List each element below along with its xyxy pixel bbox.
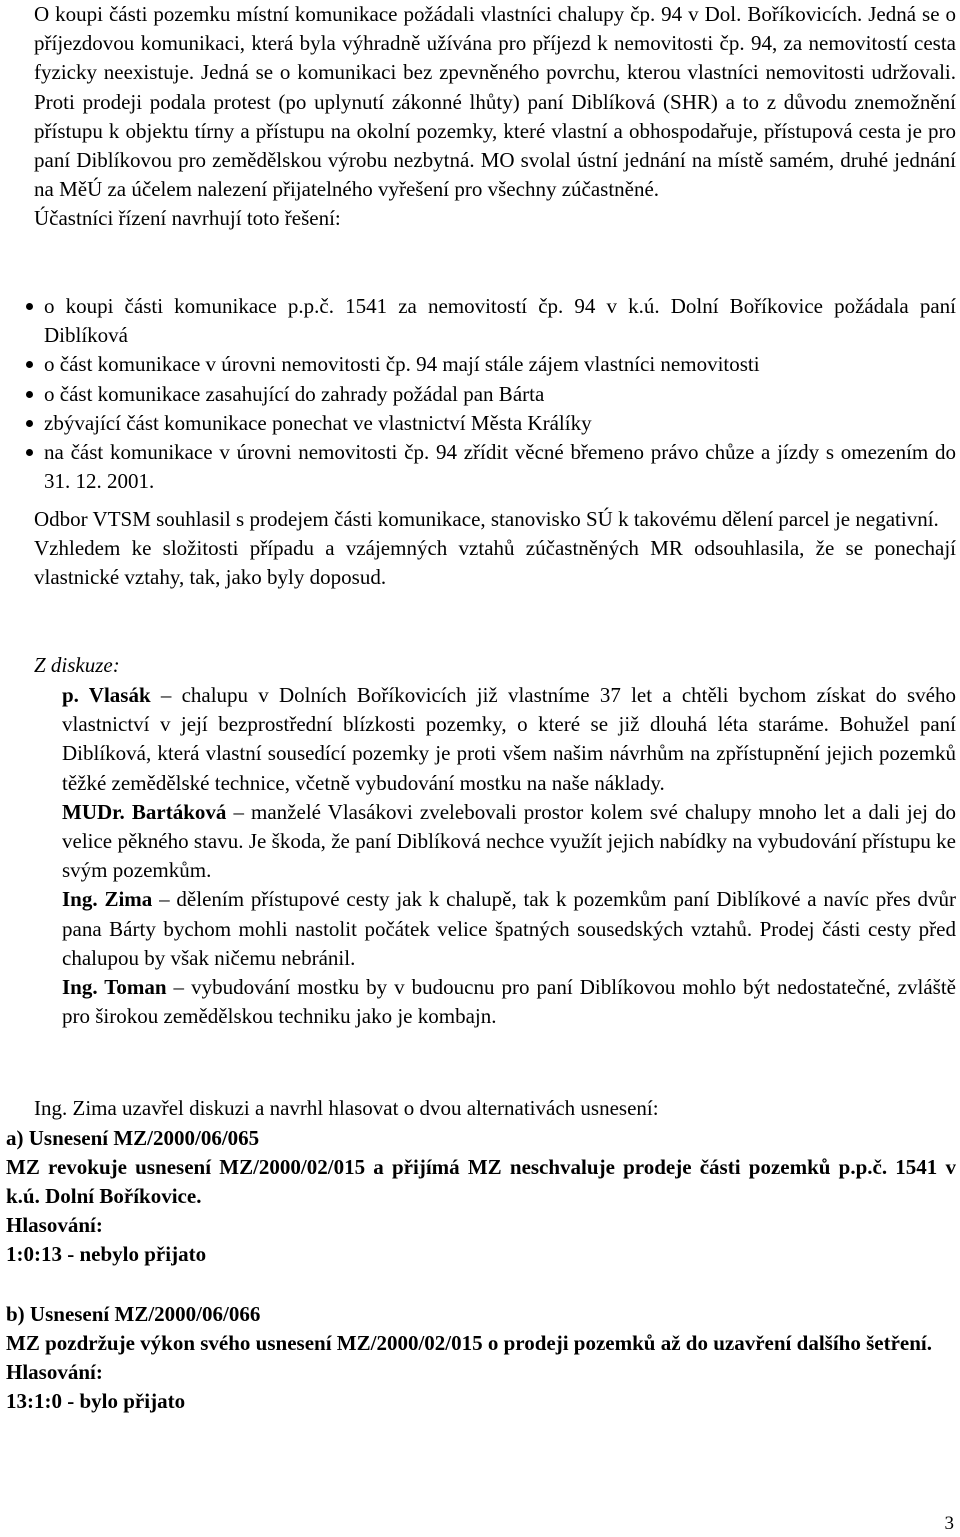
resolution-intro: Ing. Zima uzavřel diskuzi a navrhl hlasovat o dvou alternativách usnesení: xyxy=(34,1096,659,1120)
list-item: o koupi části komunikace p.p.č. 1541 za nemovitostí čp. 94 v k.ú. Dolní Boříkovice požádala paní Diblíková xyxy=(24,292,956,350)
vtsm-paragraph: Odbor VTSM souhlasil s prodejem části komunikace, stanovisko SÚ k takovému dělení parcel je negativní. xyxy=(34,507,939,531)
proposal-heading: Účastníci řízení navrhují toto řešení: xyxy=(34,206,341,231)
discussion-item: p. Vlasák – chalupu v Dolních Boříkovicích již vlastníme 37 let a chtěli bychom získat do svého vlastnictví v její bezprostřední blízkosti pozemky, o které se již dlouhá léta staráme. Bohužel paní Diblíková, která vlastní sousedící pozemky je proti všem našim návrhům na zpřístupnění jejich pozemků těžké zemědělské technice, včetně vybudování mostku na naše náklady. xyxy=(62,683,956,795)
vote-result: 13:1:0 - bylo přijato xyxy=(6,1389,186,1413)
bullet-icon xyxy=(24,380,44,409)
proposal-list xyxy=(24,292,956,496)
discussion-heading: Z diskuze: xyxy=(34,653,120,677)
discussion-item: Ing. Toman – vybudování mostku by v budoucnu pro paní Diblíkovou mohlo být nedostatečné, zvláště pro širokou zemědělskou techniku jako je kombajn. xyxy=(62,975,956,1029)
mr-paragraph: Vzhledem ke složitosti případu a vzájemných vztahů zúčastněných MR odsouhlasila, že se ponechají vlastnické vztahy, tak, jako byly doposud. xyxy=(34,536,956,590)
vote-label: Hlasování: xyxy=(6,1360,103,1384)
discussion-section xyxy=(34,681,956,1031)
bullet-icon xyxy=(24,350,44,379)
resolution-a xyxy=(6,1124,956,1269)
discussion-item: Ing. Zima – dělením přístupové cesty jak k chalupě, tak k pozemkům paní Diblíkové a navíc přes dvůr pana Bárty bychom mohli nastolit počátek velice špatných sousedských vztahů. Prodej části cesty před chalupou by však ničemu nebránil. xyxy=(62,887,956,970)
resolution-text: MZ pozdržuje výkon svého usnesení MZ/2000/02/015 o prodeji pozemků až do uzavření dalšího šetření. xyxy=(6,1331,932,1355)
after-section xyxy=(34,505,956,593)
bullet-icon xyxy=(24,292,44,350)
resolution-text: MZ revokuje usnesení MZ/2000/02/015 a přijímá MZ neschvaluje prodeje části pozemků p.p.č. 1541 v k.ú. Dolní Boříkovice. xyxy=(6,1155,956,1208)
list-item: o část komunikace v úrovni nemovitosti čp. 94 mají stále zájem vlastníci nemovitosti xyxy=(24,350,956,379)
list-item: o část komunikace zasahující do zahrady požádal pan Bárta xyxy=(24,380,956,409)
discussion-item: MUDr. Bartáková – manželé Vlasákovi zvelebovali prostor kolem své chalupy mnoho let a dali jej do velice pěkného stavu. Je škoda, že paní Diblíková nechce využít jejich nabídky na vybudování přístupu ke svým pozemkům. xyxy=(62,799,956,883)
resolution-b xyxy=(6,1300,956,1416)
list-item: na část komunikace v úrovni nemovitosti čp. 94 zřídit věcné břemeno právo chůze a jízdy s omezením do 31. 12. 2001. xyxy=(24,438,956,496)
page-number: 3 xyxy=(944,1513,954,1534)
list-item: zbývající část komunikace ponechat ve vlastnictví Města Králíky xyxy=(24,409,956,438)
bullet-icon xyxy=(24,409,44,438)
vote-result: 1:0:13 - nebylo přijato xyxy=(6,1242,207,1266)
intro-paragraph: O koupi části pozemku místní komunikace požádali vlastníci chalupy čp. 94 v Dol. Boříkovicích. Jedná se o příjezdovou komunikaci, která byla výhradně užívána pro příjezd k nemovitosti čp. 94, za nemovitostí cesta fyzicky neexistuje. Jedná se o komunikaci bez zpevněného povrchu, kterou vlastníci nemovitosti udržovali. Proti prodeji podala protest (po uplynutí zákonné lhůty) paní Diblíková (SHR) a to z důvodu znemožnění přístupu k objektu tírny a přístupu na okolní pozemky, které vlastní a obhospodařuje, přístupová cesta je pro paní Diblíkovou pro zemědělskou výrobu nezbytná. MO svolal ústní jednání na místě samém, druhé jednání na MěÚ za účelem nalezení přijatelného vyřešení pro všechny zúčastněné. xyxy=(34,2,956,202)
vote-label: Hlasování: xyxy=(6,1213,103,1237)
resolution-label: a) Usnesení MZ/2000/06/065 xyxy=(6,1126,260,1150)
intro-section xyxy=(34,0,956,234)
resolution-label: b) Usnesení MZ/2000/06/066 xyxy=(6,1302,261,1326)
bullet-icon xyxy=(24,438,44,496)
